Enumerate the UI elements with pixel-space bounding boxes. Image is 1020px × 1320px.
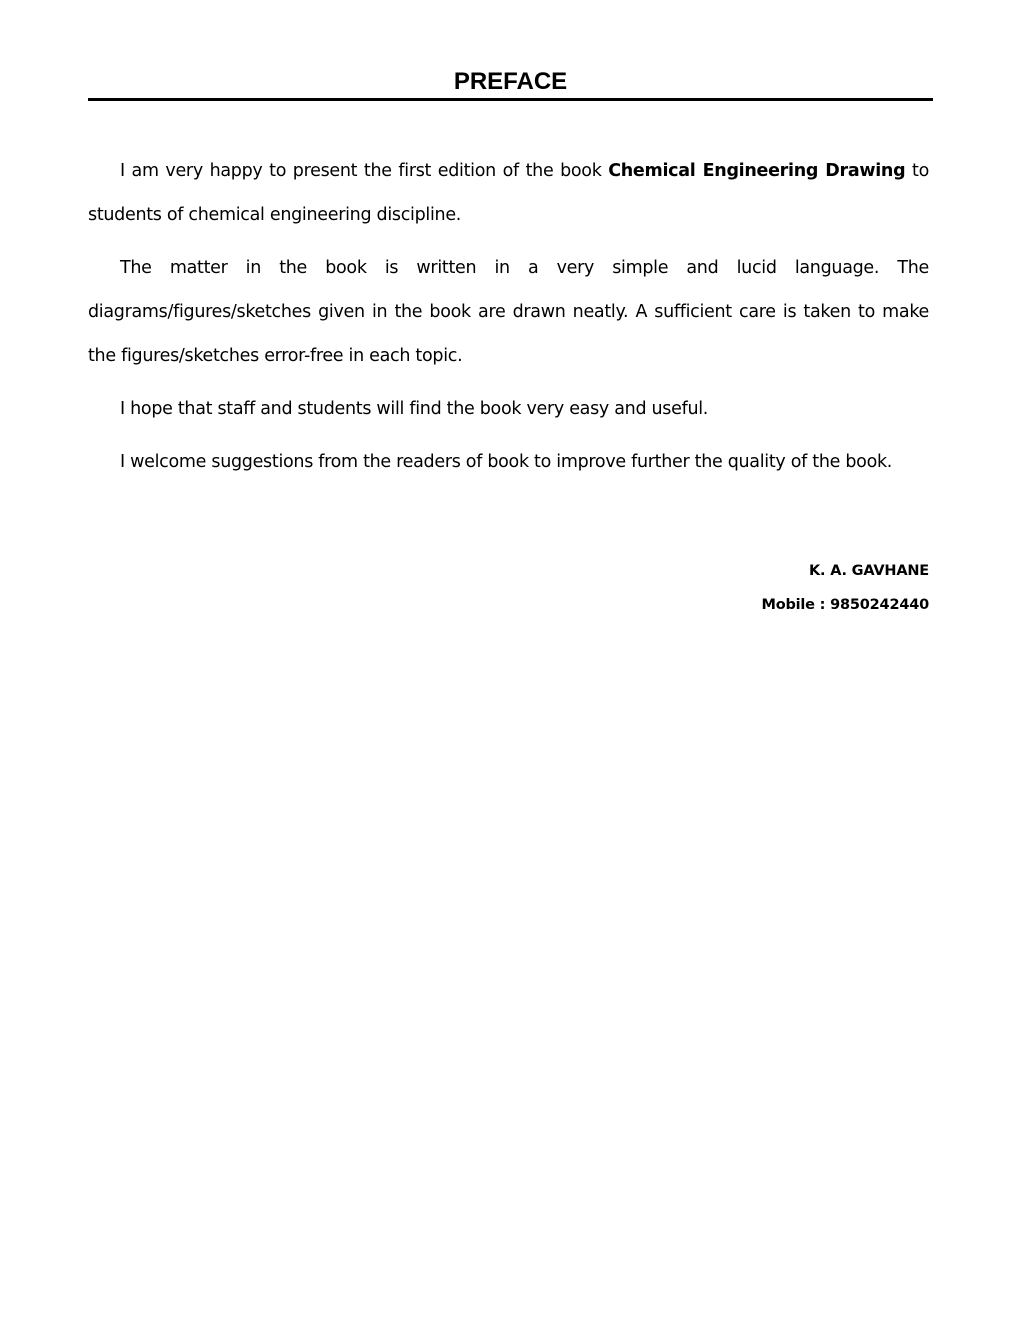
author-name: K. A. GAVHANE <box>809 563 929 579</box>
paragraph-1 <box>88 149 929 237</box>
paragraph-4: I welcome suggestions from the readers of book to improve further the quality of the book. <box>120 452 893 472</box>
paragraph-1-intro: I am very happy to present the first edition of the book <box>120 161 609 181</box>
paragraph-1-rest: to students of chemical engineering discipline. <box>88 161 929 225</box>
document-page <box>88 66 933 622</box>
page-title: PREFACE <box>453 68 568 95</box>
title-underline <box>88 98 933 101</box>
paragraph-3: I hope that staff and students will find the book very easy and useful. <box>120 399 709 419</box>
signature-block <box>88 554 929 622</box>
author-mobile: Mobile : 9850242440 <box>761 597 929 613</box>
book-title: Chemical Engineering Drawing <box>608 161 906 181</box>
paragraph-2: The matter in the book is written in a very simple and lucid language. The diagrams/figures/sketches given in the book are drawn neatly. A sufficient care is taken to make the figures/sketches error-free in each topic. <box>88 258 929 366</box>
